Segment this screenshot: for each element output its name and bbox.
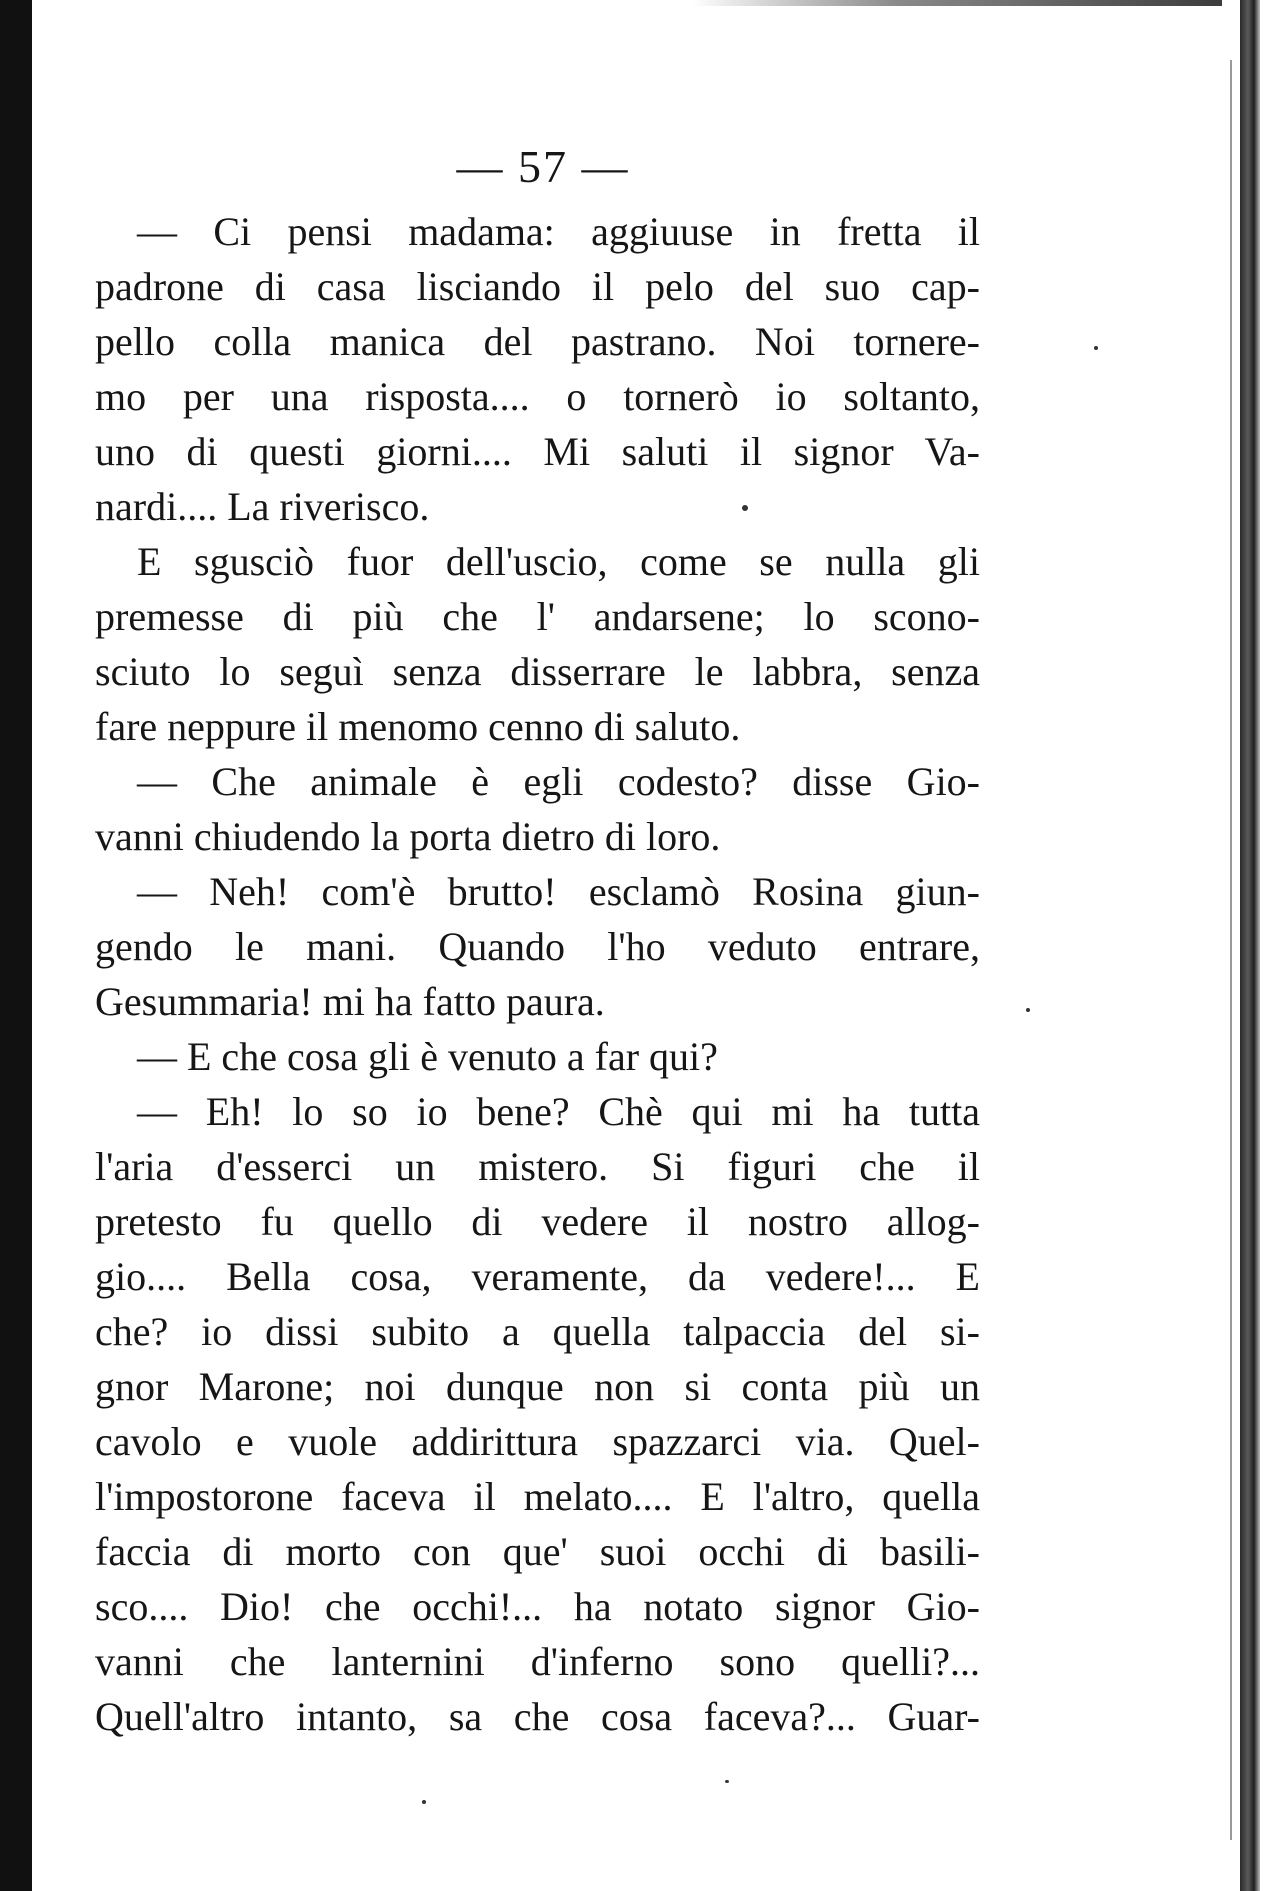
text-line: Quell'altro intanto, sa che cosa faceva?... Guar- bbox=[95, 1694, 980, 1739]
text-line: — Eh! lo so io bene? Chè qui mi ha tutta bbox=[137, 1089, 980, 1134]
text-line: pello colla manica del pastrano. Noi tornere- bbox=[95, 319, 980, 364]
text-line: premesse di più che l' andarsene; lo scono- bbox=[95, 594, 980, 639]
text-line: sciuto lo seguì senza disserrare le labbra, senza bbox=[95, 649, 980, 694]
text-line: gio.... Bella cosa, veramente, da vedere!... E bbox=[95, 1254, 980, 1299]
text-line: Gesummaria! mi ha fatto paura. bbox=[95, 979, 605, 1024]
ink-speck bbox=[725, 1780, 729, 1783]
text-line: faccia di morto con que' suoi occhi di basili- bbox=[95, 1529, 980, 1574]
page-number: — 57 — bbox=[456, 141, 630, 192]
text-line: fare neppure il menomo cenno di saluto. bbox=[95, 704, 741, 749]
right-binding-line bbox=[1230, 60, 1232, 1840]
text-line: l'aria d'esserci un mistero. Si figuri che il bbox=[95, 1144, 980, 1189]
text-line: — E che cosa gli è venuto a far qui? bbox=[137, 1034, 718, 1079]
text-line: E sgusciò fuor dell'uscio, come se nulla gli bbox=[137, 539, 980, 584]
right-scan-border bbox=[1222, 0, 1266, 1891]
text-line: nardi.... La riverisco. bbox=[95, 484, 430, 529]
text-line: gnor Marone; noi dunque non si conta più un bbox=[95, 1364, 980, 1409]
text-line: sco.... Dio! che occhi!... ha notato signor Gio- bbox=[95, 1584, 980, 1629]
text-line: vanni che lanternini d'inferno sono quelli?... bbox=[95, 1639, 980, 1684]
text-line: cavolo e vuole addirittura spazzarci via. Quel- bbox=[95, 1419, 980, 1464]
text-line: mo per una risposta.... o tornerò io soltanto, bbox=[95, 374, 980, 419]
body-text bbox=[95, 204, 980, 1744]
text-line: vanni chiudendo la porta dietro di loro. bbox=[95, 814, 721, 859]
text-line: — Che animale è egli codesto? disse Gio- bbox=[137, 759, 980, 804]
right-binding-edge bbox=[1240, 0, 1260, 1891]
text-line: padrone di casa lisciando il pelo del suo cap- bbox=[95, 264, 980, 309]
left-scan-border bbox=[0, 0, 32, 1891]
text-line: — Ci pensi madama: aggiuuse in fretta il bbox=[137, 209, 980, 254]
top-scan-border bbox=[32, 0, 1232, 6]
text-line: l'impostorone faceva il melato.... E l'altro, quella bbox=[95, 1474, 980, 1519]
ink-speck bbox=[1094, 346, 1098, 350]
text-line: uno di questi giorni.... Mi saluti il signor Va- bbox=[95, 429, 980, 474]
text-line: gendo le mani. Quando l'ho veduto entrare, bbox=[95, 924, 980, 969]
ink-speck bbox=[422, 1800, 426, 1804]
text-line: — Neh! com'è brutto! esclamò Rosina giun- bbox=[137, 869, 980, 914]
text-line: che? io dissi subito a quella talpaccia del si- bbox=[95, 1309, 980, 1354]
text-line: pretesto fu quello di vedere il nostro allog- bbox=[95, 1199, 980, 1244]
ink-speck bbox=[742, 505, 748, 511]
ink-speck bbox=[1026, 1008, 1030, 1012]
